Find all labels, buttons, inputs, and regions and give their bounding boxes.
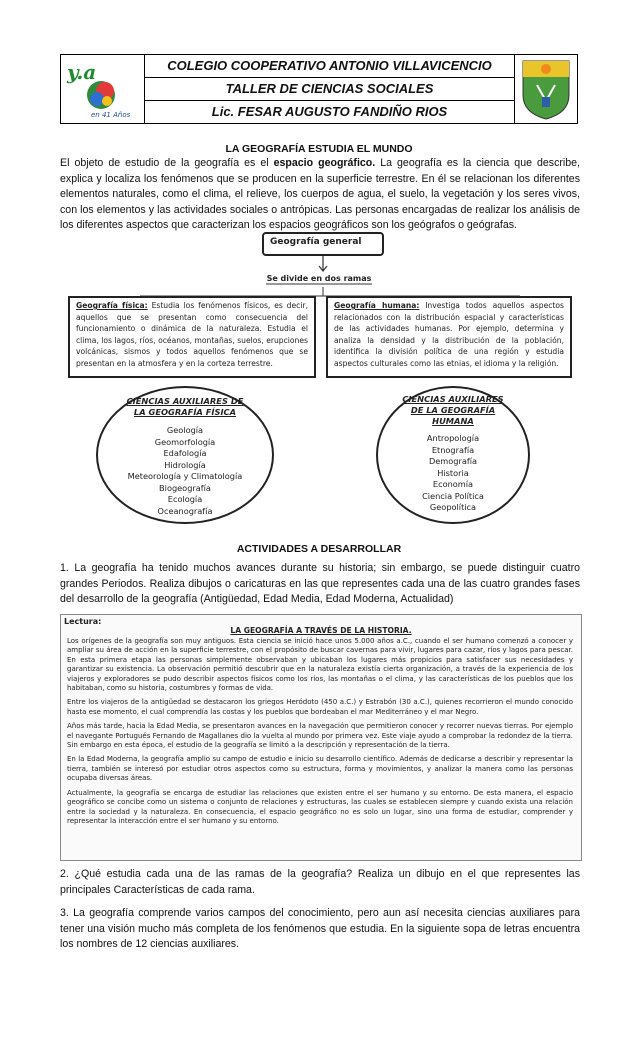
physical-geography-text [76,300,308,370]
general-geography-label: Geografía general [270,237,362,247]
intro-bold: espacio geográfico. [273,157,376,169]
intro-part-2: La geografía es la ciencia que describe, explica y localiza los fenómenos que se producen en la superficie terrestre. En él se relacionan los diferentes elementos naturales, como el clima, el relieve, los cuerpos de agua, el suelo, la vegetación y los seres vivos, con los elementos y las actividades sociales o antrópicas. Las personas encargadas de realizar los análisis de los diferentes aspectos que caracterizan los espacios geográficos son los geógrafos o geógrafas. [60,157,580,231]
human-geography-description: Investiga todos aquellos aspectos relacionados con la distribución espacial y características de las actividades humanas. Por ejemplo, determina y analiza la densidad y la distribución de la población, identifica la división política de una región y estudia aspectos culturales como las etnias, el idioma y la religión. [334,301,565,368]
human-aux-item: Demografía [428,456,478,466]
human-aux-item: Etnografía [431,444,475,455]
human-geography-text [334,300,564,370]
human-aux-title-2: DE LA GEOGRAFÍA [410,405,496,415]
physical-geography-description: Estudia los fenómenos físicos, es decir, aquellos que se presentan como consecuencia del funcionamiento o dinámica de la naturaleza. Estudia el clima, los lagos, ríos, océanos, montañas, suelos, erupciones volcánicas, sismos y todos aquellos fenómenos que se presentan en la atmosfera y en la corteza terrestre. [76,301,308,368]
physical-aux-item: Geomorfología [154,436,216,447]
reading-paragraph: Entre los viajeros de la antigüedad se destacaron los griegos Heródoto (450 a.C.) y Estrabón (30 a.C.), quienes recorrieron el mundo conocido hasta ese momento, el cual comprendía las costas y los pueblos que bordeaban el mar Mediterráneo y el mar Negro. [67,698,573,716]
teacher-name: Lic. FESAR AUGUSTO FANDIÑO RIOS [211,104,448,119]
workshop-name: TALLER DE CIENCIAS SOCIALES [144,78,515,101]
physical-aux-content [96,396,274,517]
section-title: LA GEOGRAFÍA ESTUDIA EL MUNDO [225,143,413,155]
physical-aux-item: Edafología [163,448,207,458]
activity-2: 2. ¿Qué estudia cada una de las ramas de la geografía? Realiza un dibujo en el que representes las principales Características de cada rama. [60,868,580,896]
logo-subtext: en 41 Años [91,111,131,119]
human-aux-item: Ciencia Política [422,490,484,501]
physical-aux-title-2: LA GEOGRAFÍA FÍSICA [133,407,237,417]
human-aux-item: Economía [432,479,474,489]
physical-geography-label: Geografía física: [76,301,148,310]
human-aux-content [376,394,530,514]
physical-aux-item: Geología [166,425,204,435]
activity-1: 1. La geografía ha tenido muchos avances durante su historia; sin embargo, se puede distinguir cuatro grandes Periodos. Realiza dibujos o caricaturas en las que representes cada una de las cuatro grandes fases del desarrollo de la geografía (Antigüedad, Edad Media, Edad Moderna, Actualidad) [60,562,580,605]
human-aux-item: Historia [437,467,469,478]
human-geography-box [326,296,572,378]
physical-geography-box [68,296,316,378]
physical-aux-title-1: CIENCIAS AUXILIARES DE [126,396,244,406]
activity-3: 3. La geografía comprende varios campos del conocimiento, pero aun así necesita ciencias auxiliares para tener una visión mucho más completa de los fenómenos que estudia. En la siguiente sopa de letras encuentra los nombres de 12 ciencias auxiliares. [60,907,580,950]
human-aux-title-1: CIENCIAS AUXILIARES [402,394,504,404]
human-aux-item: Antropología [426,433,480,443]
human-geography-label: Geografía humana: [334,301,420,310]
divides-label: Se divide en dos ramas [266,274,372,283]
intro-part-1: El objeto de estudio de la geografía es el [60,157,274,169]
human-aux-item: Geopolítica [429,502,477,512]
reading-paragraph: Actualmente, la geografía se encarga de estudiar las relaciones que existen entre el ser humano y su entorno. De esta manera, el espacio geográfico se concibe como un sistema o conjunto de relaciones y estructuras, las cuales se establecen siempre y cuando exista una relación entre la sociedad y la naturaleza. En consecuencia, el espacio geográfico no es solo un lugar, sino una forma de estudiar, comprender y representar la interacción entre el ser humano y su entorno. [67,788,573,825]
school-name: COLEGIO COOPERATIVO ANTONIO VILLAVICENCIO [144,55,515,78]
physical-aux-item: Oceanografía [157,505,213,516]
reading-paragraph: En la Edad Moderna, la geografía amplio su campo de estudio e inicio su desarrollo científico. Además de dedicarse a describir y representar la tierra, también se interesó por estudiar otros aspectos como su estructura, forma y movimientos, y analizar la manera como las personas ocupaba diversas áreas. [67,755,573,783]
physical-aux-item: Meteorología y Climatología [127,471,243,481]
reading-paragraph: Años más tarde, hacia la Edad Media, se presentaron avances en la navegación que permitieron conocer y recorrer nuevas tierras. Por ejemplo el navegante Portugués Fernando de Magallanes dio la vuelta al mundo por primera vez. Este viaje ayudo a comprobar la redondez de la tierra. Sin embargo en esta época, el estudio de la geografía se limitó a la descripción y representación de la tierra. [67,722,573,750]
reading-paragraph: Los orígenes de la geografía son muy antiguos. Esta ciencia se inició hace unos 5.000 años a.C., cuando el ser humano comenzó a conocer y ampliar su área de acción en la superficie terrestre, con el propósito de buscar cavernas para vivir, lugares para cazar, ríos y lagos para pescar. En esta primera etapa las personas simplemente observaban y ubicaban los lugares más propicios para satisfacer sus necesidades y garantizar su existencia. La observación permitió descubrir que en la naturaleza existía cierta organización, a través de la experiencia de los viajeros y exploradores se pudo describir aspectos físicos como los ríos, las montañas o el clima, y las características de los pueblos que los habitaban, como su historia, costumbres y formas de vida. [67,637,573,693]
reading-body [67,637,573,826]
human-aux-title-3: HUMANA [432,416,474,426]
logo-text: y.a [67,60,97,84]
reading-title: LA GEOGRAFÍA A TRAVÉS DE LA HISTORIA. [230,626,412,635]
physical-aux-item: Biogeografía [159,482,211,493]
reading-label: Lectura: [64,617,102,626]
physical-aux-item: Ecología [167,494,203,504]
reading-box [60,614,582,861]
physical-aux-item: Hidrología [164,459,206,470]
activities-title: ACTIVIDADES A DESARROLLAR [236,543,402,555]
